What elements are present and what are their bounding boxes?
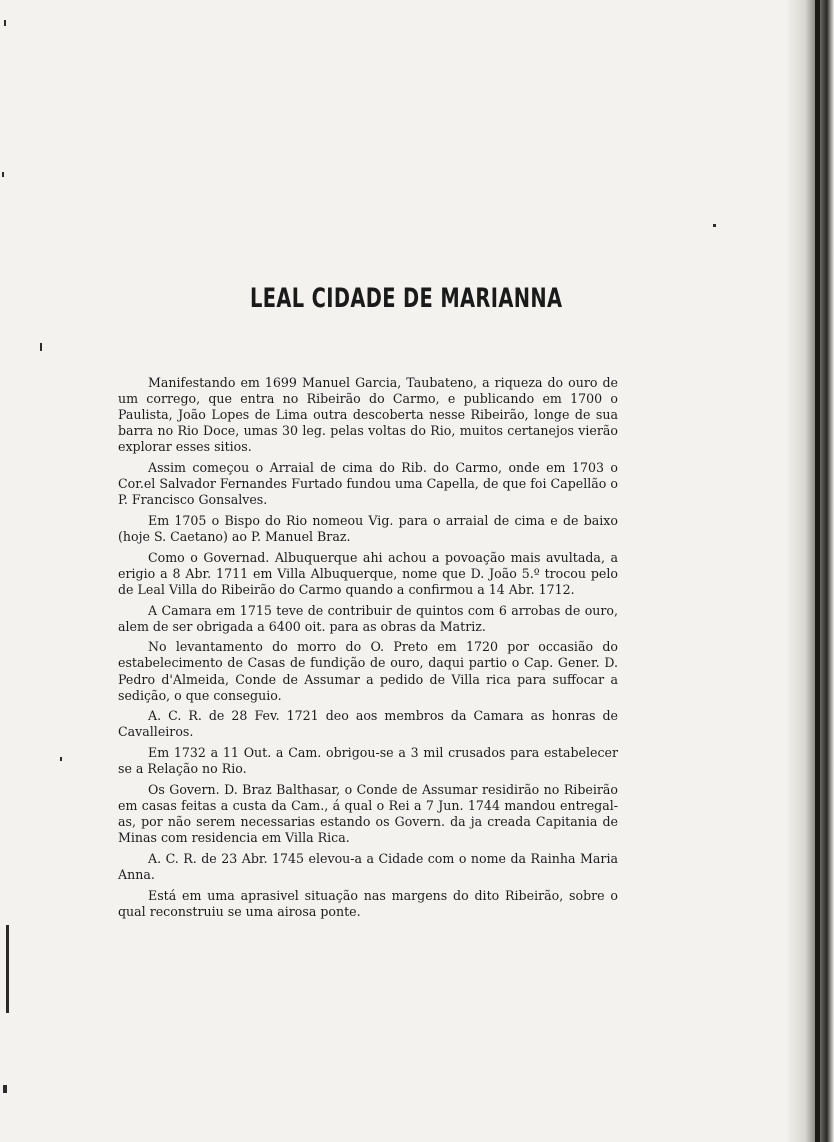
paragraph: No levantamento do morro do O. Preto em 1720 por occasião do estabelecimento de Casas de fundição de ouro, daqui partio o Cap. Gener. D. Pedro d'Almeida, Conde de Assumar a pedido de Villa rica para suffocar a sedição, o que conseguio. — [118, 639, 618, 703]
scan-mark — [2, 172, 4, 177]
paragraph: Como o Governad. Albuquerque ahi achou a povoação mais avultada, a erigio a 8 Abr. 1711 em Villa Albuquerque, nome que D. João 5.º trocou pelo de Leal Villa do Ribeirão do Carmo quando a confirmou a 14 Abr. 1712. — [118, 549, 618, 597]
scan-mark — [60, 757, 62, 761]
paragraph: Em 1705 o Bispo do Rio nomeou Vig. para o arraial de cima e de baixo (hoje S. Caetano) ao P. Manuel Braz. — [118, 512, 618, 545]
paragraph: A. C. R. de 28 Fev. 1721 deo aos membros da Camara as honras de Cavalleiros. — [118, 708, 618, 740]
body-text — [118, 375, 618, 924]
scan-mark — [40, 343, 42, 351]
paragraph: Está em uma aprasivel situação nas margens do dito Ribeirão, sobre o qual reconstruiu se uma airosa ponte. — [118, 887, 618, 919]
paragraph: Assim começou o Arraial de cima do Rib. do Carmo, onde em 1703 o Cor.el Salvador Fernandes Furtado fundou uma Capella, de que foi Capellão o P. Francisco Gonsalves. — [118, 460, 618, 508]
scan-mark — [6, 925, 9, 1013]
scan-mark — [4, 20, 6, 26]
paragraph: Manifestando em 1699 Manuel Garcia, Taubateno, a riqueza do ouro de um corrego, que entra no Ribeirão do Carmo, e publicando em 1700 o Paulista, João Lopes de Lima outra descoberta nesse Ribeirão, longe de sua barra no Rio Doce, umas 30 leg. pelas voltas do Rio, muitos certanejos vierão explorar esses sitios. — [118, 375, 618, 455]
scan-mark — [713, 224, 716, 227]
paragraph: A Camara em 1715 teve de contribuir de quintos com 6 arrobas de ouro, alem de ser obrigada a 6400 oit. para as obras da Matriz. — [118, 602, 618, 634]
page-edge-shadow — [786, 0, 834, 1142]
scan-mark — [3, 1085, 7, 1093]
paragraph: Os Govern. D. Braz Balthasar, o Conde de Assumar residirão no Ribeirão em casas feitas a custa da Cam., á qual o Rei a 7 Jun. 1744 mandou entregal-as, por não serem necessarias estando os Govern. da ja creada Capitania de Minas com residencia em Villa Rica. — [118, 781, 618, 846]
paragraph: A. C. R. de 23 Abr. 1745 elevou-a a Cidade com o nome da Rainha Maria Anna. — [118, 850, 618, 882]
paragraph: Em 1732 a 11 Out. a Cam. obrigou-se a 3 mil crusados para estabelecer se a Relação no Rio. — [118, 745, 618, 777]
page-title: LEAL CIDADE DE MARIANNA — [250, 283, 563, 314]
